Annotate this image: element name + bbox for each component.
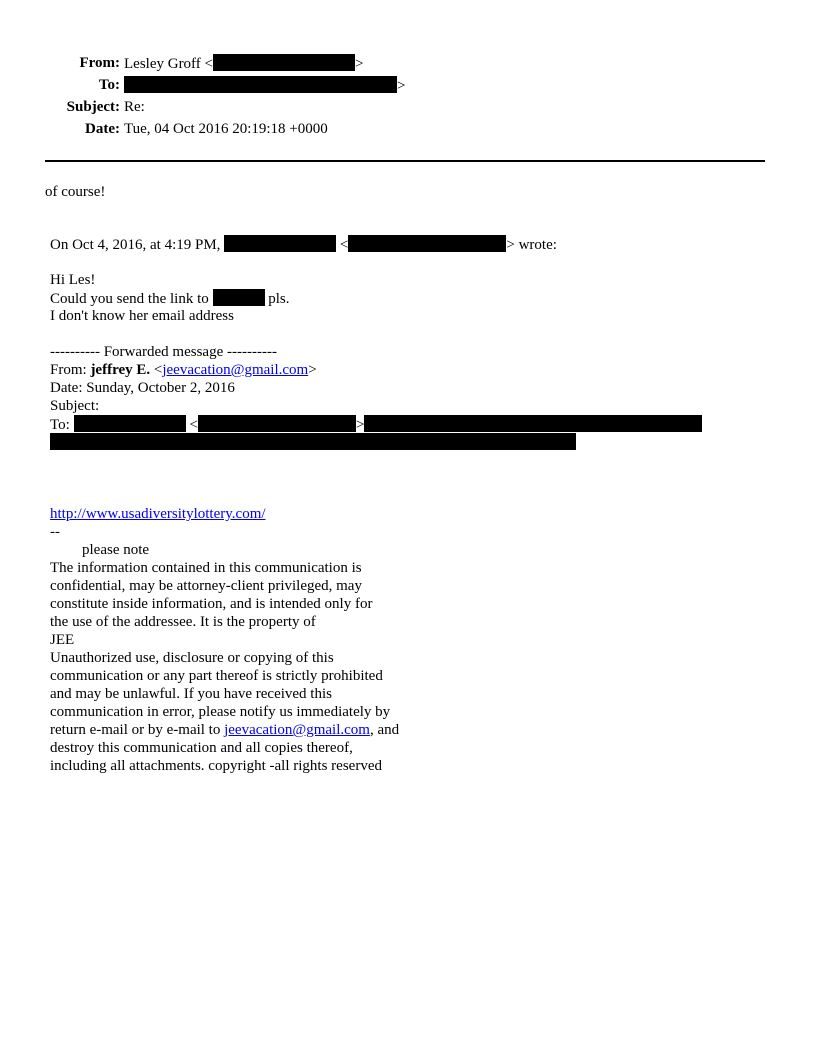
header-divider (45, 160, 765, 162)
fwd-from-label: From: (50, 362, 87, 378)
fwd-to-lt: < (189, 417, 199, 433)
link-line (50, 505, 266, 523)
lottery-link[interactable]: http://www.usadiversitylottery.com/ (50, 506, 266, 522)
fwd-to-continued (50, 433, 576, 452)
redaction-block (198, 415, 356, 432)
from-label: From: (79, 55, 120, 71)
fwd-separator: ---------- Forwarded message ---------- (50, 344, 277, 360)
quote-intro-start: On Oct 4, 2016, at 4:19 PM, (50, 237, 221, 253)
fwd-from-close: > (308, 362, 317, 378)
fwd-date: Date: Sunday, October 2, 2016 (50, 380, 235, 396)
disclaimer-line: communication in error, please notify us immediately by (50, 704, 391, 720)
ask-line (50, 289, 290, 308)
disclaimer-line: confidential, may be attorney-client privileged, may (50, 578, 362, 594)
disclaimer-line: constitute inside information, and is intended only for (50, 596, 373, 612)
date-label: Date: (85, 121, 120, 137)
redaction-block (74, 415, 186, 432)
redaction-block (348, 235, 506, 252)
disclaimer-line: The information contained in this communication is (50, 560, 362, 576)
fwd-from-email-link[interactable]: jeevacation@gmail.com (162, 362, 309, 378)
disclaimer-return-start: return e-mail or by e-mail to (50, 722, 221, 738)
email-note: I don't know her email address (50, 308, 234, 324)
to-close: > (397, 78, 406, 94)
ask-start: Could you send the link to (50, 291, 209, 307)
subject-value: Re: (124, 99, 145, 115)
fwd-to-line (50, 415, 702, 434)
redaction-block (213, 289, 265, 306)
fwd-to-label: To: (50, 417, 70, 433)
disclaimer-email-link[interactable]: jeevacation@gmail.com (224, 722, 370, 738)
fwd-from-line (50, 361, 317, 379)
from-close: > (355, 56, 364, 72)
from-value: Lesley Groff < (124, 56, 213, 72)
fwd-to-gt: > (356, 417, 365, 433)
fwd-subject: Subject: (50, 398, 100, 414)
fwd-from-open: < (153, 362, 163, 378)
disclaimer-line: JEE (50, 632, 75, 648)
ask-end: pls. (268, 291, 290, 307)
signature-dash: -- (50, 524, 60, 540)
redaction-block (364, 415, 702, 432)
reply-text: of course! (45, 184, 106, 200)
quote-intro-lt: < (339, 237, 349, 253)
disclaimer-line: destroy this communication and all copies thereof, (50, 740, 353, 756)
redaction-block (224, 235, 336, 252)
disclaimer-line: Unauthorized use, disclosure or copying of this (50, 650, 334, 666)
please-note: please note (82, 542, 150, 558)
disclaimer-line: and may be unlawful. If you have received this (50, 686, 332, 702)
disclaimer-line: including all attachments. copyright -all rights reserved (50, 758, 382, 774)
redaction-block (124, 76, 397, 93)
redaction-block (213, 54, 355, 71)
disclaimer-line: the use of the addressee. It is the property of (50, 614, 316, 630)
subject-label: Subject: (66, 99, 120, 115)
disclaimer-line: communication or any part thereof is strictly prohibited (50, 668, 383, 684)
disclaimer-return-end: , and (369, 722, 400, 738)
redaction-block (50, 433, 576, 450)
quote-intro (50, 235, 557, 254)
date-value: Tue, 04 Oct 2016 20:19:18 +0000 (124, 121, 328, 137)
fwd-from-name: jeffrey E. (90, 362, 151, 378)
disclaimer-return-line (50, 721, 399, 739)
quote-intro-end: > wrote: (506, 237, 557, 253)
greeting: Hi Les! (50, 272, 96, 288)
to-label: To: (98, 77, 120, 93)
